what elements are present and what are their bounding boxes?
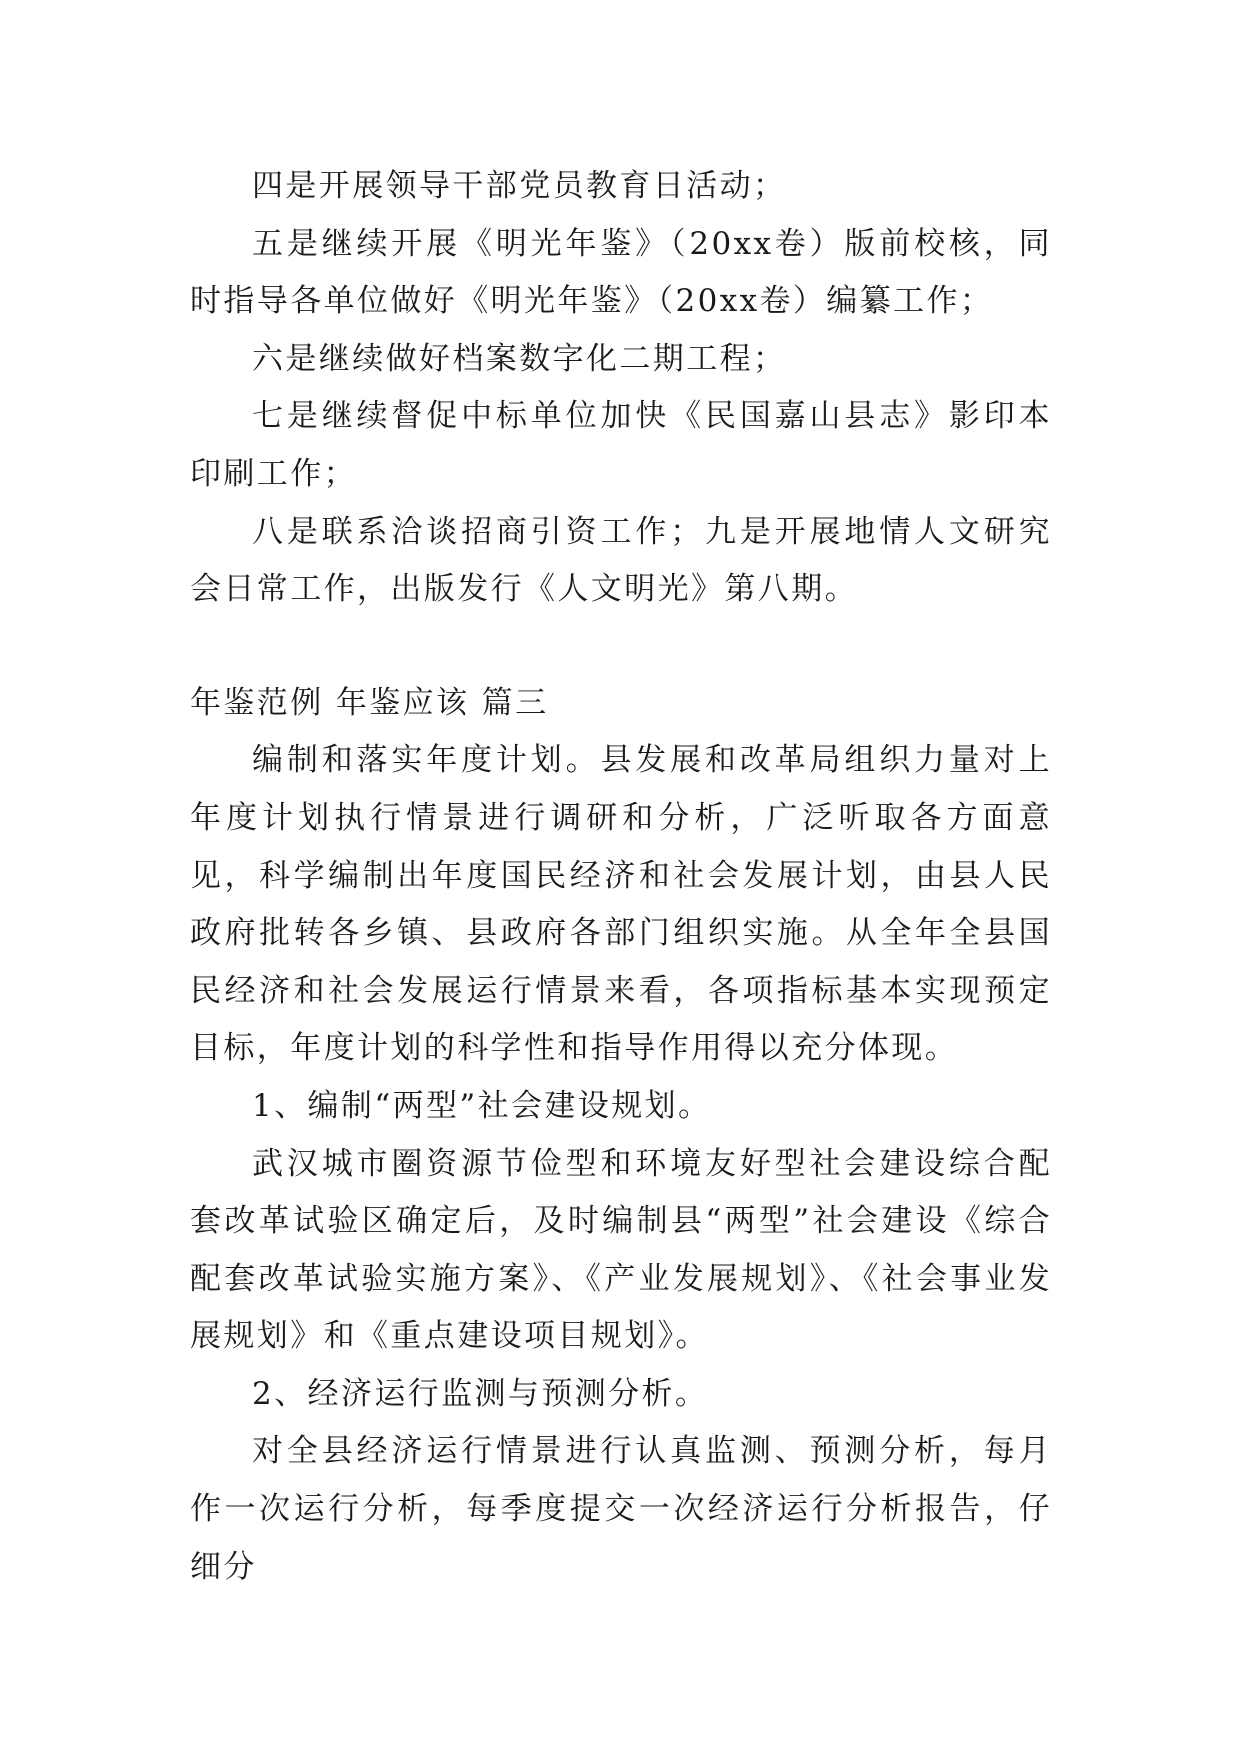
- paragraph-annual-plan: 编制和落实年度计划。县发展和改革局组织力量对上年度计划执行情景进行调研和分析，广泛听取各方面意见，科学编制出年度国民经济和社会发展计划，由县人民政府批转各乡镇、县政府各部门组织实施。从全年全县国民经济和社会发展运行情景来看，各项指标基本实现预定目标，年度计划的科学性和指导作用得以充分体现。: [190, 742, 1052, 1067]
- paragraph-item-6: 六是继续做好档案数字化二期工程；: [252, 340, 787, 377]
- paragraph-item-8-9: 八是联系洽谈招商引资工作；九是开展地情人文研究会日常工作，出版发行《人文明光》第八期。: [190, 513, 1052, 608]
- section-heading: 年鉴范例 年鉴应该 篇三: [190, 684, 549, 721]
- paragraph-item-4: 四是开展领导干部党员教育日活动；: [252, 168, 787, 204]
- subheading-economic-monitoring: 2、经济运行监测与预测分析。: [252, 1375, 709, 1412]
- paragraph-item-5: 五是继续开展《明光年鉴》（20xx卷）版前校核，同时指导各单位做好《明光年鉴》（20xx卷）编纂工作；: [190, 225, 1052, 320]
- document-body: [190, 158, 1052, 1596]
- paragraph-economic-monitoring: 对全县经济运行情景进行认真监测、预测分析，每月作一次运行分析，每季度提交一次经济运行分析报告，仔细分: [190, 1433, 1052, 1585]
- subheading-two-type-plan: 1、编制“两型”社会建设规划。: [252, 1087, 712, 1124]
- paragraph-item-7: 七是继续督促中标单位加快《民国嘉山县志》影印本印刷工作；: [190, 398, 1052, 492]
- paragraph-two-type-plan: 武汉城市圈资源节俭型和环境友好型社会建设综合配套改革试验区确定后，及时编制县“两型”社会建设《综合配套改革试验实施方案》、《产业发展规划》、《社会事业发展规划》和《重点建设项目规划》。: [190, 1145, 1052, 1355]
